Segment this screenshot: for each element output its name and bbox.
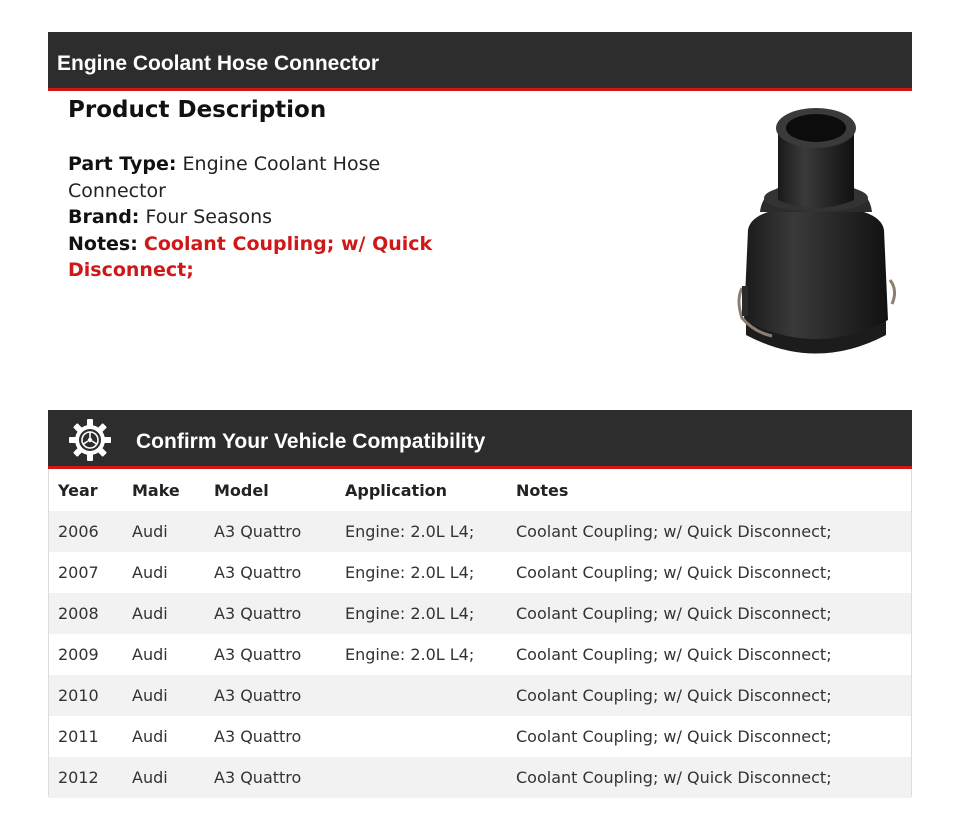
cell-make: Audi <box>132 604 168 623</box>
cell-make: Audi <box>132 563 168 582</box>
cell-notes: Coolant Coupling; w/ Quick Disconnect; <box>516 522 832 541</box>
cell-year: 2012 <box>58 768 99 787</box>
cell-application <box>336 716 507 757</box>
column-header-model: Model <box>214 480 269 500</box>
column-header-notes: Notes <box>516 480 569 500</box>
product-description-heading: Product Description <box>68 97 327 123</box>
cell-application: Engine: 2.0L L4; <box>345 522 475 541</box>
cell-model: A3 Quattro <box>214 727 302 746</box>
cell-make: Audi <box>132 686 168 705</box>
cell-year: 2010 <box>58 686 99 705</box>
table-row <box>49 593 911 634</box>
notes-line <box>68 231 448 284</box>
cell-notes: Coolant Coupling; w/ Quick Disconnect; <box>516 563 832 582</box>
table-row <box>49 634 911 675</box>
notes-label: Notes: <box>68 232 138 255</box>
cell-application <box>336 675 507 716</box>
compatibility-heading: Confirm Your Vehicle Compatibility <box>136 430 486 453</box>
compatibility-table-container <box>48 469 912 797</box>
cell-application: Engine: 2.0L L4; <box>345 563 475 582</box>
column-header-make: Make <box>132 480 180 500</box>
cell-application: Engine: 2.0L L4; <box>345 604 475 623</box>
cell-make: Audi <box>132 727 168 746</box>
cell-make: Audi <box>132 768 168 787</box>
table-row <box>49 675 911 716</box>
compatibility-title-bar <box>48 410 912 469</box>
gear-car-icon <box>68 418 112 462</box>
cell-year: 2008 <box>58 604 99 623</box>
cell-notes: Coolant Coupling; w/ Quick Disconnect; <box>516 727 832 746</box>
product-specs <box>68 151 448 284</box>
cell-model: A3 Quattro <box>214 604 302 623</box>
column-header-year: Year <box>58 480 98 500</box>
cell-year: 2009 <box>58 645 99 664</box>
table-row <box>49 552 911 593</box>
product-title: Engine Coolant Hose Connector <box>57 52 380 75</box>
cell-year: 2007 <box>58 563 99 582</box>
cell-notes: Coolant Coupling; w/ Quick Disconnect; <box>516 768 832 787</box>
table-header-row <box>49 469 911 511</box>
cell-application: Engine: 2.0L L4; <box>345 645 475 664</box>
cell-model: A3 Quattro <box>214 645 302 664</box>
compatibility-table <box>49 469 911 798</box>
column-header-application: Application <box>345 480 448 500</box>
table-row <box>49 716 911 757</box>
part-type-label: Part Type: <box>68 153 177 175</box>
cell-model: A3 Quattro <box>214 522 302 541</box>
product-title-bar <box>48 32 912 91</box>
cell-make: Audi <box>132 645 168 664</box>
product-image <box>728 100 903 370</box>
cell-year: 2006 <box>58 522 99 541</box>
part-type-line <box>68 151 448 204</box>
brand-label: Brand: <box>68 206 140 228</box>
brand-value: Four Seasons <box>145 206 273 228</box>
notes-value: Coolant Coupling; w/ Quick Disconnect; <box>68 232 433 281</box>
cell-make: Audi <box>132 522 168 541</box>
table-row <box>49 511 911 552</box>
cell-application <box>336 757 507 798</box>
cell-notes: Coolant Coupling; w/ Quick Disconnect; <box>516 645 832 664</box>
part-type-value: Engine Coolant Hose Connector <box>68 153 381 202</box>
table-row <box>49 757 911 798</box>
cell-notes: Coolant Coupling; w/ Quick Disconnect; <box>516 604 832 623</box>
brand-line <box>68 204 448 231</box>
cell-model: A3 Quattro <box>214 768 302 787</box>
cell-notes: Coolant Coupling; w/ Quick Disconnect; <box>516 686 832 705</box>
cell-model: A3 Quattro <box>214 686 302 705</box>
cell-model: A3 Quattro <box>214 563 302 582</box>
cell-year: 2011 <box>58 727 99 746</box>
